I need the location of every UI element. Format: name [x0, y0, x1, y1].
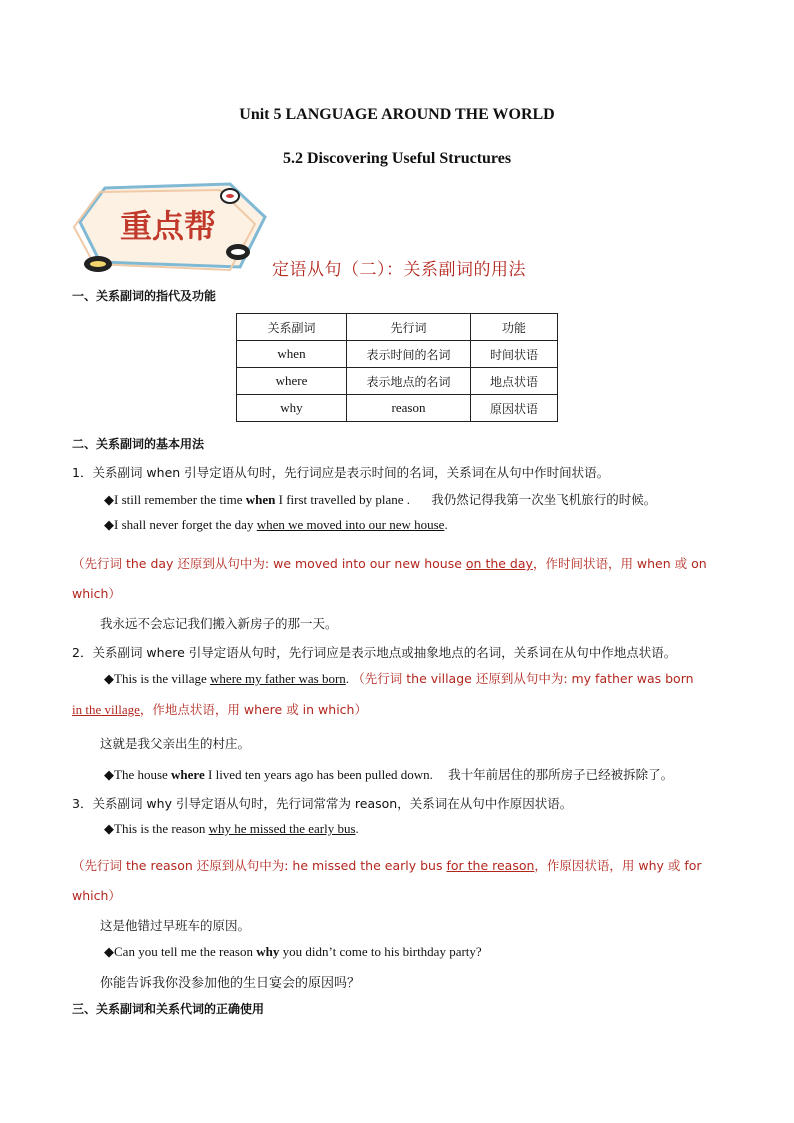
part3-heading: 三、关系副词和关系代词的正确使用: [72, 1002, 265, 1016]
table-cell: why: [237, 395, 347, 422]
explanation-2: in the village，作地点状语，用 where 或 in which）: [72, 702, 367, 717]
part1-heading: 一、关系副词的指代及功能: [72, 289, 217, 303]
lesson-subtitle: 5.2 Discovering Useful Structures: [282, 150, 512, 167]
table-cell: when: [237, 341, 347, 368]
table-cell: where: [237, 368, 347, 395]
rule-3: 3．关系副词 why 引导定语从句时，先行词常常为 reason，关系词在从句中作原因状语。: [72, 796, 573, 811]
table-header-row: [237, 314, 558, 341]
translation-4: 你能告诉我你没参加他的生日宴会的原因吗？: [100, 976, 361, 991]
table-row: [237, 395, 558, 422]
table-cell: 表示时间的名词: [347, 341, 471, 368]
key-points-badge: [70, 182, 270, 272]
section-title: 定语从句（二）：关系副词的用法: [272, 260, 526, 280]
example-3a: ◆This is the reason why he missed the early bus.: [104, 821, 359, 836]
table-row: [237, 368, 558, 395]
rule-1: 1．关系副词 when 引导定语从句时，先行词应是表示时间的名词，关系词在从句中作时间状语。: [72, 465, 610, 480]
table-cell: 表示地点的名词: [347, 368, 471, 395]
example-1b: ◆I shall never forget the day when we moved into our new house.: [104, 517, 448, 532]
example-3b: ◆Can you tell me the reason why you didn’t come to his birthday party?: [104, 944, 482, 959]
example-1a: ◆I still remember the time when I first travelled by plane . 我仍然记得我第一次坐飞机旅行的时候。: [104, 492, 657, 507]
table-cell: 原因状语: [471, 395, 558, 422]
table-header-cell: 关系副词: [237, 314, 347, 341]
table-cell: reason: [347, 395, 471, 422]
translation-2: 这就是我父亲出生的村庄。: [100, 736, 251, 751]
unit-title: Unit 5 LANGUAGE AROUND THE WORLD: [239, 106, 555, 123]
explanation-1: （先行词 the day 还原到从句中为: we moved into our new house on the day，作时间状语，用 when 或 on which）: [72, 556, 707, 601]
explanation-3: （先行词 the reason 还原到从句中为: he missed the early bus for the reason，作原因状语，用 why 或 for which）: [72, 858, 702, 903]
table-cell: 时间状语: [471, 341, 558, 368]
table-cell: 地点状语: [471, 368, 558, 395]
part2-heading: 二、关系副词的基本用法: [72, 437, 205, 451]
table-header-cell: 先行词: [347, 314, 471, 341]
example-2b: ◆The house where I lived ten years ago has been pulled down. 我十年前居住的那所房子已经被拆除了。: [104, 767, 674, 782]
relative-adverb-table: [236, 313, 558, 422]
badge-text: 重点帮: [119, 207, 217, 245]
translation-1: 我永远不会忘记我们搬入新房子的那一天。: [100, 616, 338, 631]
translation-3: 这是他错过早班车的原因。: [100, 918, 251, 933]
example-2a: ◆This is the village where my father was born. （先行词 the village 还原到从句中为: my father was born: [104, 671, 694, 686]
table-row: [237, 341, 558, 368]
table-header-cell: 功能: [471, 314, 558, 341]
rule-2: 2．关系副词 where 引导定语从句时，先行词应是表示地点或抽象地点的名词，关系词在从句中作地点状语。: [72, 645, 677, 660]
